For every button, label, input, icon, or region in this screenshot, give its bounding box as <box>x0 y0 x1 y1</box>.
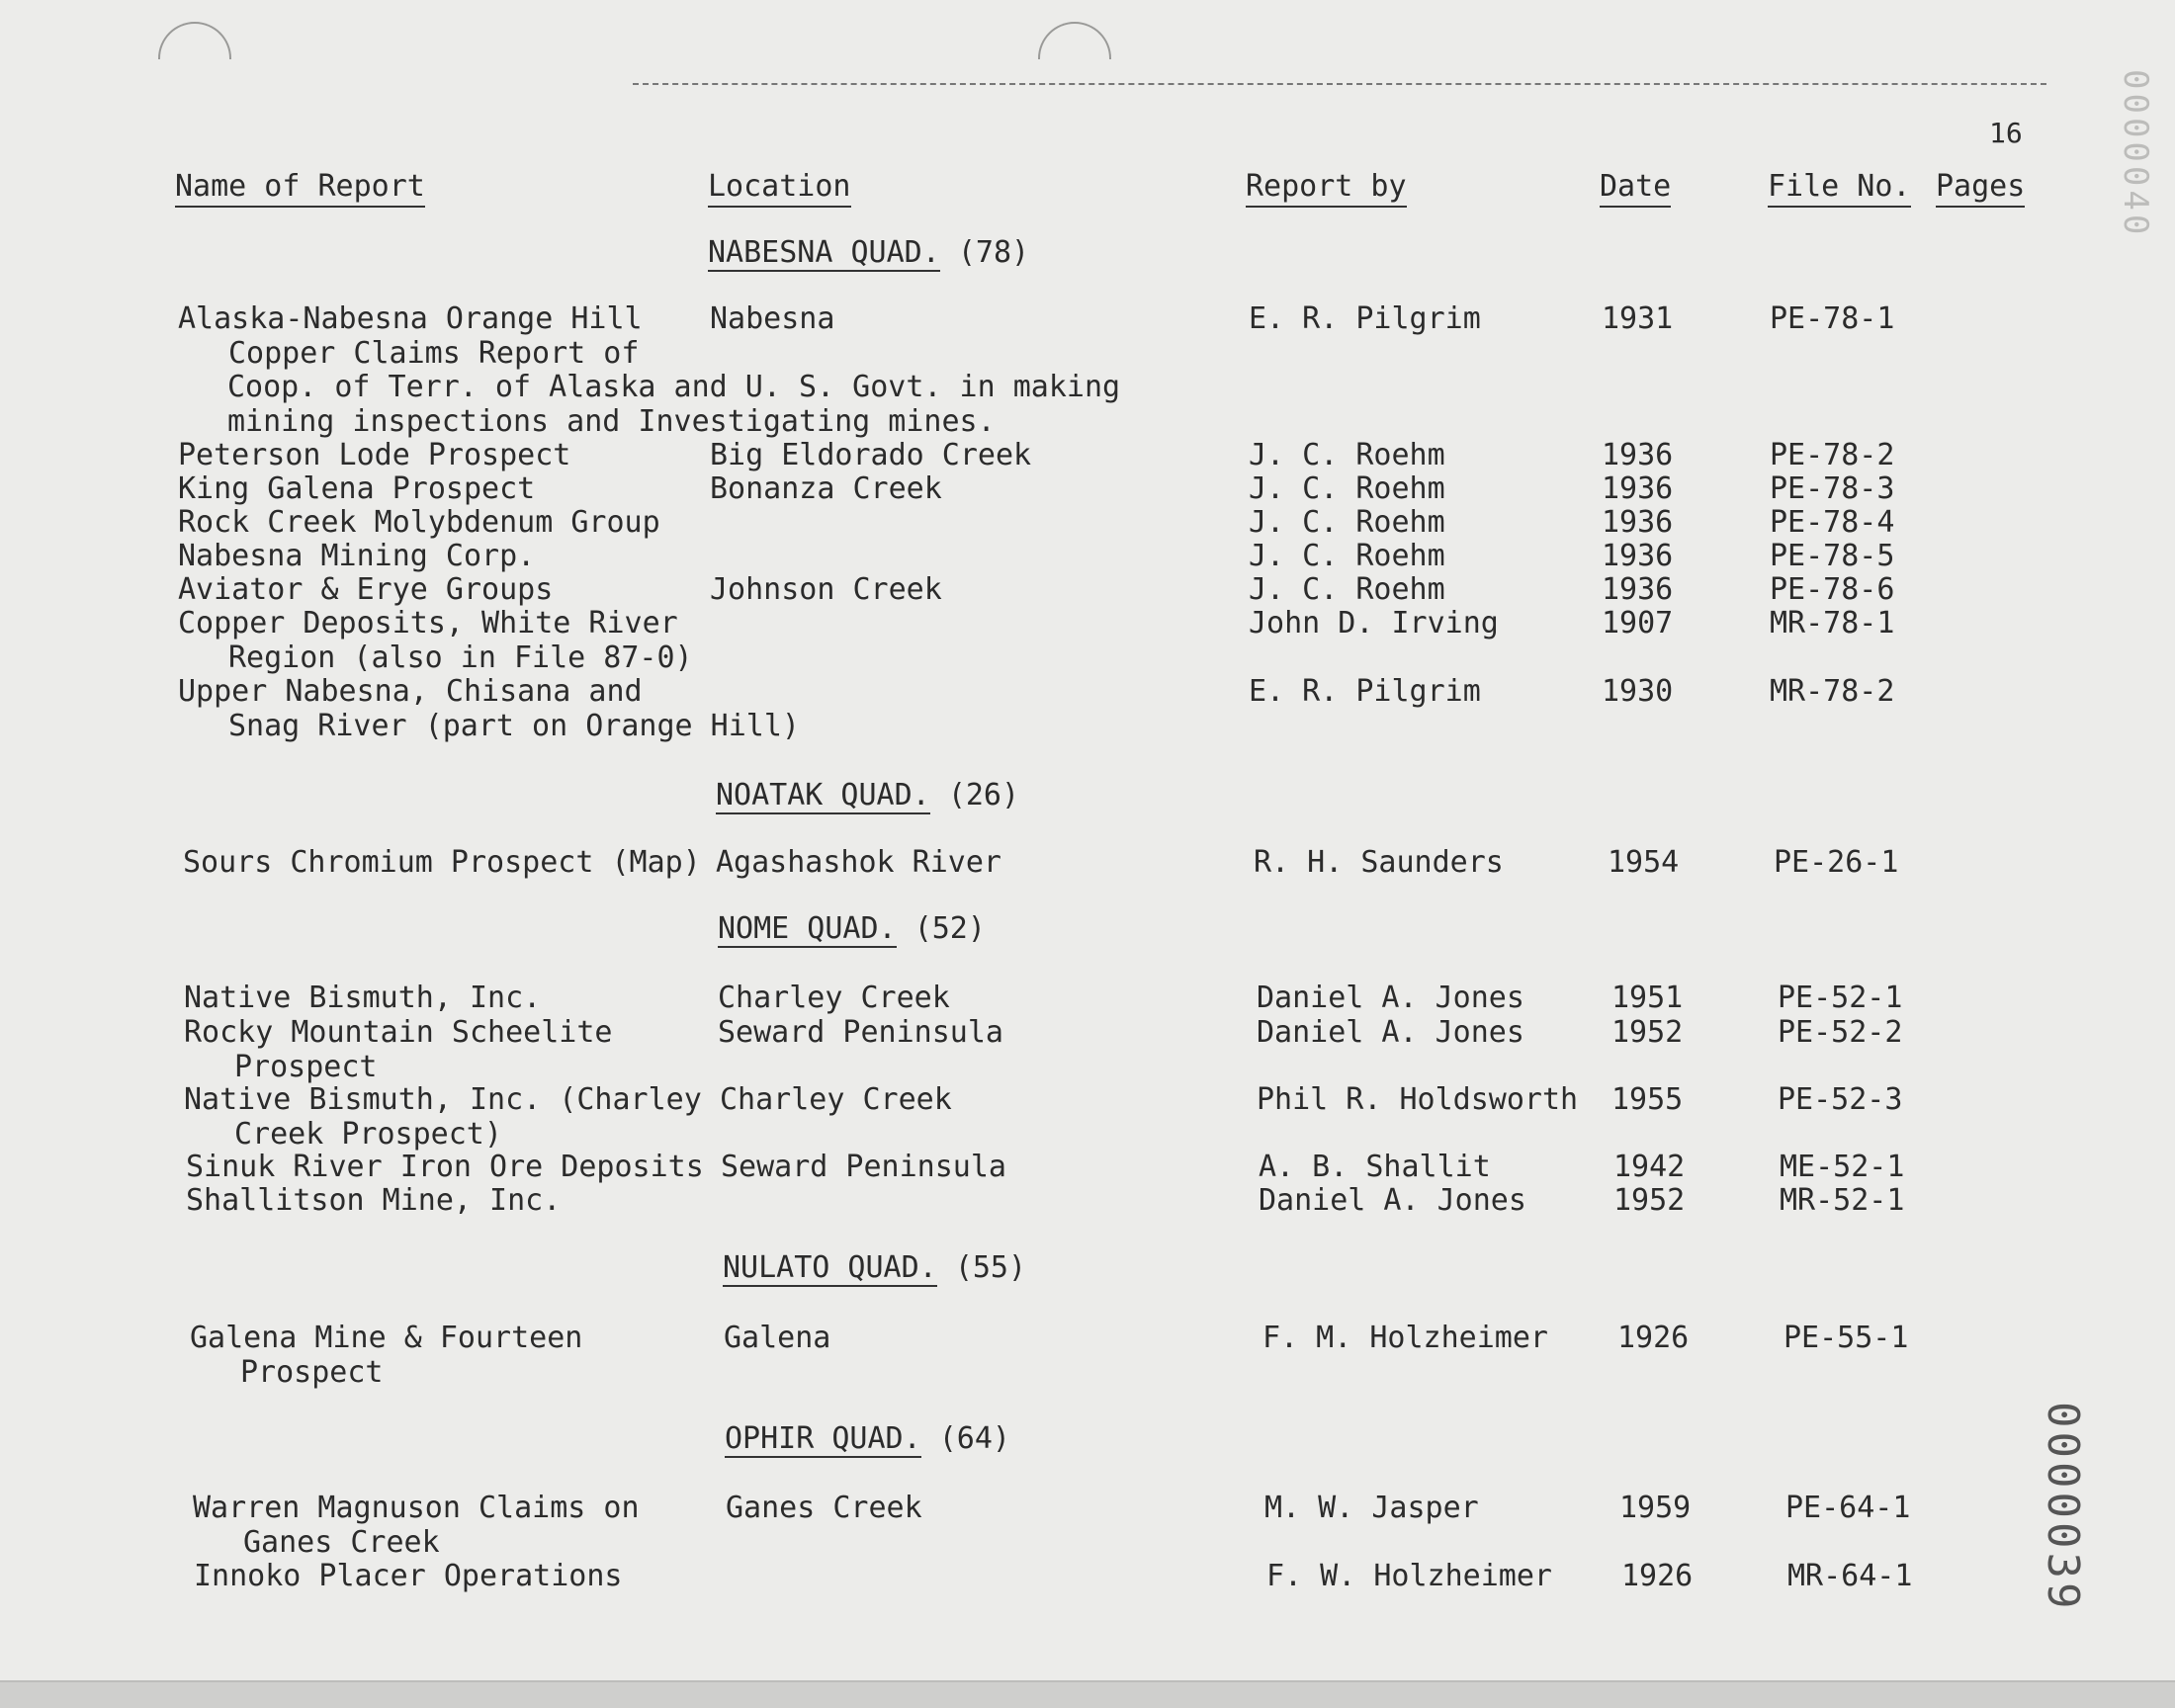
report-location: Charley Creek <box>720 1082 952 1117</box>
report-author: E. R. Pilgrim <box>1249 674 1481 709</box>
section-code: (26) <box>947 778 1020 812</box>
report-name: Galena Mine & Fourteen <box>190 1321 583 1355</box>
header-date: Date <box>1600 170 1671 208</box>
section-title: NOATAK QUAD. <box>716 778 930 812</box>
report-note: Coop. of Terr. of Alaska and U. S. Govt. in making <box>227 370 1121 404</box>
report-location: Nabesna <box>710 301 835 336</box>
section-ophir <box>725 1421 1010 1457</box>
report-name: Copper Deposits, White River <box>178 606 678 640</box>
report-name-cont: Region (also in File 87-0) <box>228 640 693 675</box>
report-name-cont: Creek Prospect) <box>234 1116 502 1152</box>
report-date: 1936 <box>1602 572 1674 607</box>
report-date: 1952 <box>1613 1183 1686 1218</box>
report-name-cont: Prospect <box>234 1049 378 1084</box>
report-author: J. C. Roehm <box>1249 471 1445 506</box>
report-name: Sinuk River Iron Ore Deposits <box>186 1150 704 1184</box>
section-title: OPHIR QUAD. <box>725 1421 921 1456</box>
punch-hole <box>158 22 231 59</box>
report-location: Ganes Creek <box>726 1491 922 1525</box>
section-nabesna <box>708 235 1029 271</box>
report-date: 1907 <box>1602 606 1674 640</box>
archive-stamp: 0000039 <box>2038 1402 2088 1613</box>
report-author: Daniel A. Jones <box>1257 981 1524 1015</box>
report-location: Galena <box>724 1321 831 1355</box>
report-name-cont: Prospect <box>240 1354 384 1390</box>
header-name: Name of Report <box>175 170 425 208</box>
report-date: 1926 <box>1617 1321 1690 1355</box>
report-location: Johnson Creek <box>710 572 942 607</box>
report-file-no: PE-26-1 <box>1774 845 1899 880</box>
report-name: King Galena Prospect <box>178 471 536 506</box>
report-location: Seward Peninsula <box>718 1015 1003 1050</box>
report-file-no: MR-78-2 <box>1770 674 1895 709</box>
report-author: Daniel A. Jones <box>1259 1183 1526 1218</box>
report-date: 1926 <box>1621 1559 1694 1593</box>
section-title: NABESNA QUAD. <box>708 235 940 270</box>
report-name: Upper Nabesna, Chisana and <box>178 674 643 709</box>
report-name: Warren Magnuson Claims on <box>193 1491 640 1525</box>
report-file-no: PE-78-3 <box>1770 471 1895 506</box>
report-location: Charley Creek <box>718 981 950 1015</box>
report-author: M. W. Jasper <box>1264 1491 1479 1525</box>
report-name: Rocky Mountain Scheelite <box>184 1015 613 1050</box>
report-date: 1936 <box>1602 505 1674 540</box>
report-name: Native Bismuth, Inc. (Charley <box>184 1082 702 1117</box>
report-file-no: PE-78-4 <box>1770 505 1895 540</box>
report-file-no: MR-52-1 <box>1780 1183 1905 1218</box>
report-file-no: PE-78-5 <box>1770 539 1895 573</box>
section-title: NULATO QUAD. <box>723 1250 937 1285</box>
report-name-cont: Ganes Creek <box>243 1524 440 1560</box>
report-date: 1954 <box>1608 845 1680 880</box>
archive-stamp-faint: 0000040 <box>2116 69 2155 239</box>
section-code: (64) <box>938 1421 1010 1456</box>
report-date: 1931 <box>1602 301 1674 336</box>
report-name: Innoko Placer Operations <box>194 1559 623 1593</box>
report-file-no: PE-52-3 <box>1778 1082 1903 1117</box>
report-date: 1959 <box>1619 1491 1692 1525</box>
report-name: Sours Chromium Prospect (Map) <box>183 845 701 880</box>
report-author: J. C. Roehm <box>1249 572 1445 607</box>
report-file-no: PE-64-1 <box>1785 1491 1911 1525</box>
report-location: Big Eldorado Creek <box>710 438 1032 472</box>
header-file-no: File No. <box>1768 170 1911 208</box>
page-number: 16 <box>1989 117 2023 149</box>
report-location: Bonanza Creek <box>710 471 942 506</box>
header-report-by: Report by <box>1246 170 1407 208</box>
report-file-no: MR-64-1 <box>1787 1559 1913 1593</box>
report-file-no: ME-52-1 <box>1780 1150 1905 1184</box>
report-name: Shallitson Mine, Inc. <box>186 1183 562 1218</box>
report-date: 1952 <box>1611 1015 1684 1050</box>
report-author: E. R. Pilgrim <box>1249 301 1481 336</box>
report-name: Peterson Lode Prospect <box>178 438 571 472</box>
report-date: 1930 <box>1602 674 1674 709</box>
report-name: Rock Creek Molybdenum Group <box>178 505 660 540</box>
report-date: 1936 <box>1602 438 1674 472</box>
report-author: R. H. Saunders <box>1254 845 1504 880</box>
section-nulato <box>723 1250 1026 1286</box>
section-title: NOME QUAD. <box>718 911 897 946</box>
report-file-no: PE-52-1 <box>1778 981 1903 1015</box>
section-code: (78) <box>957 235 1030 270</box>
report-name: Alaska-Nabesna Orange Hill <box>178 301 643 336</box>
section-code: (52) <box>914 911 986 946</box>
report-note: mining inspections and Investigating mines. <box>227 404 996 439</box>
report-file-no: PE-78-2 <box>1770 438 1895 472</box>
section-noatak <box>716 778 1019 813</box>
section-code: (55) <box>954 1250 1027 1285</box>
header-pages: Pages <box>1936 170 2025 208</box>
report-date: 1942 <box>1613 1150 1686 1184</box>
report-location: Seward Peninsula <box>721 1150 1006 1184</box>
report-author: J. C. Roehm <box>1249 505 1445 540</box>
report-file-no: PE-55-1 <box>1784 1321 1909 1355</box>
report-author: John D. Irving <box>1249 606 1499 640</box>
top-rule <box>633 83 2046 85</box>
report-name-cont: Snag River (part on Orange Hill) <box>228 708 800 743</box>
report-date: 1955 <box>1611 1082 1684 1117</box>
report-file-no: PE-78-6 <box>1770 572 1895 607</box>
report-author: F. M. Holzheimer <box>1262 1321 1548 1355</box>
report-file-no: MR-78-1 <box>1770 606 1895 640</box>
header-location: Location <box>708 170 851 208</box>
report-author: A. B. Shallit <box>1259 1150 1491 1184</box>
report-file-no: PE-52-2 <box>1778 1015 1903 1050</box>
punch-hole <box>1038 22 1111 59</box>
report-name: Aviator & Erye Groups <box>178 572 554 607</box>
report-name: Native Bismuth, Inc. <box>184 981 542 1015</box>
report-date: 1951 <box>1611 981 1684 1015</box>
report-author: Phil R. Holdsworth <box>1257 1082 1579 1117</box>
report-author: F. W. Holzheimer <box>1266 1559 1552 1593</box>
report-file-no: PE-78-1 <box>1770 301 1895 336</box>
report-author: J. C. Roehm <box>1249 539 1445 573</box>
report-author: Daniel A. Jones <box>1257 1015 1524 1050</box>
report-name: Nabesna Mining Corp. <box>178 539 536 573</box>
section-nome <box>718 911 986 947</box>
report-date: 1936 <box>1602 539 1674 573</box>
report-location: Agashashok River <box>716 845 1001 880</box>
report-author: J. C. Roehm <box>1249 438 1445 472</box>
report-name-cont: Copper Claims Report of <box>228 335 640 371</box>
report-date: 1936 <box>1602 471 1674 506</box>
